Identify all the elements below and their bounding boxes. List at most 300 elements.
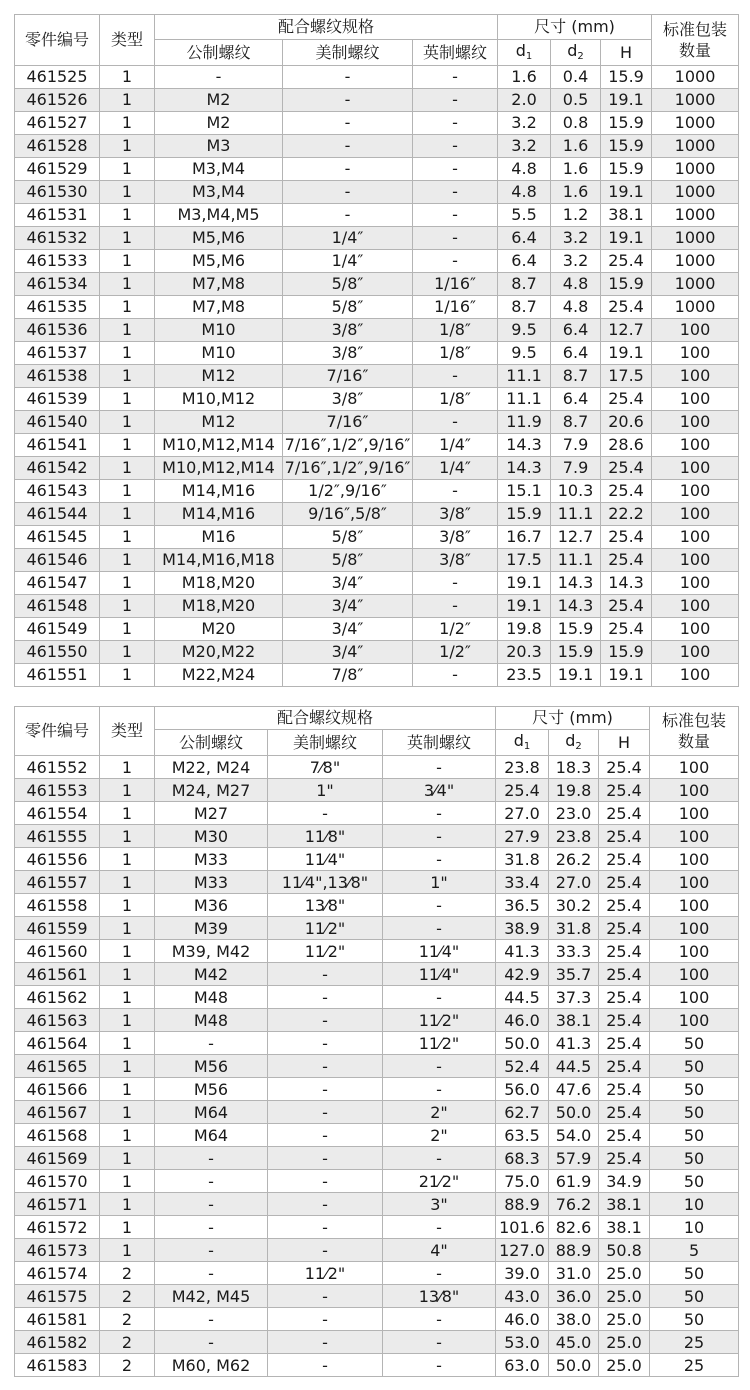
cell-part-no: 461544 bbox=[15, 503, 100, 526]
header-us-thread: 美制螺纹 bbox=[283, 40, 413, 66]
cell-d1: 41.3 bbox=[496, 940, 549, 963]
cell-pack-qty: 100 bbox=[652, 342, 739, 365]
cell-metric-thread: M3,M4,M5 bbox=[155, 204, 283, 227]
cell-type: 2 bbox=[100, 1308, 155, 1331]
cell-type: 1 bbox=[100, 480, 155, 503]
cell-part-no: 461547 bbox=[15, 572, 100, 595]
cell-imperial-thread: - bbox=[413, 664, 498, 687]
cell-metric-thread: - bbox=[155, 1193, 268, 1216]
cell-pack-qty: 1000 bbox=[652, 227, 739, 250]
table-row bbox=[15, 388, 739, 411]
cell-d1: 11.1 bbox=[498, 388, 551, 411]
cell-part-no: 461556 bbox=[15, 848, 100, 871]
cell-imperial-thread: - bbox=[413, 158, 498, 181]
cell-metric-thread: M16 bbox=[155, 526, 283, 549]
cell-type: 1 bbox=[100, 1193, 155, 1216]
cell-us-thread: - bbox=[283, 66, 413, 89]
cell-metric-thread: M10,M12 bbox=[155, 388, 283, 411]
cell-us-thread: 7/16″ bbox=[283, 411, 413, 434]
cell-part-no: 461559 bbox=[15, 917, 100, 940]
cell-d2: 35.7 bbox=[549, 963, 599, 986]
cell-part-no: 461527 bbox=[15, 112, 100, 135]
cell-imperial-thread: 1/2″ bbox=[413, 618, 498, 641]
cell-part-no: 461545 bbox=[15, 526, 100, 549]
cell-part-no: 461546 bbox=[15, 549, 100, 572]
cell-d1: 17.5 bbox=[498, 549, 551, 572]
cell-d1: 44.5 bbox=[496, 986, 549, 1009]
cell-metric-thread: M64 bbox=[155, 1124, 268, 1147]
cell-d1: 88.9 bbox=[496, 1193, 549, 1216]
cell-h: 19.1 bbox=[601, 227, 652, 250]
cell-us-thread: 13⁄8" bbox=[268, 894, 383, 917]
cell-pack-qty: 1000 bbox=[652, 66, 739, 89]
cell-h: 25.4 bbox=[599, 894, 650, 917]
cell-d1: 8.7 bbox=[498, 296, 551, 319]
cell-d2: 23.8 bbox=[549, 825, 599, 848]
cell-d2: 27.0 bbox=[549, 871, 599, 894]
cell-type: 1 bbox=[100, 986, 155, 1009]
cell-type: 1 bbox=[100, 894, 155, 917]
spec-table-2 bbox=[14, 706, 739, 1377]
table-row bbox=[15, 618, 739, 641]
cell-metric-thread: M3,M4 bbox=[155, 181, 283, 204]
cell-us-thread: 7/16″,1/2″,9/16″ bbox=[283, 434, 413, 457]
cell-h: 25.4 bbox=[599, 1009, 650, 1032]
cell-pack-qty: 100 bbox=[652, 664, 739, 687]
cell-pack-qty: 100 bbox=[652, 526, 739, 549]
cell-part-no: 461549 bbox=[15, 618, 100, 641]
cell-part-no: 461539 bbox=[15, 388, 100, 411]
cell-d2: 4.8 bbox=[551, 273, 601, 296]
header-d2 bbox=[549, 730, 599, 756]
cell-pack-qty: 100 bbox=[650, 963, 739, 986]
cell-us-thread: 5/8″ bbox=[283, 526, 413, 549]
table-row bbox=[15, 572, 739, 595]
cell-d1: 53.0 bbox=[496, 1331, 549, 1354]
cell-metric-thread: M18,M20 bbox=[155, 572, 283, 595]
cell-part-no: 461525 bbox=[15, 66, 100, 89]
cell-metric-thread: M22, M24 bbox=[155, 756, 268, 779]
cell-imperial-thread: - bbox=[383, 1331, 496, 1354]
cell-part-no: 461536 bbox=[15, 319, 100, 342]
cell-pack-qty: 100 bbox=[650, 848, 739, 871]
cell-h: 25.4 bbox=[599, 848, 650, 871]
table-row bbox=[15, 1354, 739, 1377]
cell-d1: 20.3 bbox=[498, 641, 551, 664]
cell-us-thread: 3/8″ bbox=[283, 388, 413, 411]
cell-metric-thread: M7,M8 bbox=[155, 296, 283, 319]
cell-h: 25.4 bbox=[599, 963, 650, 986]
cell-imperial-thread: 11⁄2" bbox=[383, 1032, 496, 1055]
cell-metric-thread: M7,M8 bbox=[155, 273, 283, 296]
cell-metric-thread: - bbox=[155, 1216, 268, 1239]
cell-us-thread: 1" bbox=[268, 779, 383, 802]
cell-part-no: 461550 bbox=[15, 641, 100, 664]
cell-pack-qty: 100 bbox=[650, 1009, 739, 1032]
cell-d2: 7.9 bbox=[551, 457, 601, 480]
cell-h: 25.4 bbox=[599, 1101, 650, 1124]
cell-h: 25.4 bbox=[601, 250, 652, 273]
cell-imperial-thread: - bbox=[413, 204, 498, 227]
table-row bbox=[15, 1193, 739, 1216]
cell-d2: 14.3 bbox=[551, 595, 601, 618]
cell-type: 1 bbox=[100, 273, 155, 296]
cell-us-thread: 7/8″ bbox=[283, 664, 413, 687]
table-row bbox=[15, 480, 739, 503]
cell-type: 1 bbox=[100, 595, 155, 618]
header-type: 类型 bbox=[100, 707, 155, 756]
table-row bbox=[15, 1216, 739, 1239]
table-row bbox=[15, 963, 739, 986]
cell-pack-qty: 100 bbox=[652, 365, 739, 388]
cell-us-thread: 5/8″ bbox=[283, 273, 413, 296]
table-row bbox=[15, 1262, 739, 1285]
cell-imperial-thread: - bbox=[413, 572, 498, 595]
table-row bbox=[15, 204, 739, 227]
cell-part-no: 461557 bbox=[15, 871, 100, 894]
cell-part-no: 461560 bbox=[15, 940, 100, 963]
cell-us-thread: 3/4″ bbox=[283, 572, 413, 595]
cell-d2: 88.9 bbox=[549, 1239, 599, 1262]
table-row bbox=[15, 894, 739, 917]
header-part-no: 零件编号 bbox=[15, 15, 100, 66]
table-row bbox=[15, 227, 739, 250]
cell-h: 25.0 bbox=[599, 1262, 650, 1285]
header-d2-sub: 2 bbox=[577, 51, 584, 62]
cell-pack-qty: 100 bbox=[652, 618, 739, 641]
cell-d1: 36.5 bbox=[496, 894, 549, 917]
cell-part-no: 461530 bbox=[15, 181, 100, 204]
cell-h: 19.1 bbox=[601, 181, 652, 204]
cell-h: 25.4 bbox=[599, 917, 650, 940]
cell-d2: 37.3 bbox=[549, 986, 599, 1009]
cell-h: 25.4 bbox=[599, 940, 650, 963]
cell-h: 12.7 bbox=[601, 319, 652, 342]
cell-d2: 6.4 bbox=[551, 388, 601, 411]
cell-us-thread: - bbox=[268, 1308, 383, 1331]
cell-d2: 6.4 bbox=[551, 342, 601, 365]
cell-metric-thread: M12 bbox=[155, 411, 283, 434]
cell-d2: 45.0 bbox=[549, 1331, 599, 1354]
cell-d1: 4.8 bbox=[498, 158, 551, 181]
cell-imperial-thread: - bbox=[383, 825, 496, 848]
cell-d1: 127.0 bbox=[496, 1239, 549, 1262]
cell-type: 1 bbox=[100, 940, 155, 963]
cell-pack-qty: 50 bbox=[650, 1308, 739, 1331]
cell-type: 2 bbox=[100, 1354, 155, 1377]
cell-pack-qty: 1000 bbox=[652, 158, 739, 181]
cell-metric-thread: M42 bbox=[155, 963, 268, 986]
cell-metric-thread: - bbox=[155, 1032, 268, 1055]
cell-h: 20.6 bbox=[601, 411, 652, 434]
header-d1-main: d bbox=[515, 41, 526, 60]
table-row bbox=[15, 503, 739, 526]
cell-pack-qty: 10 bbox=[650, 1193, 739, 1216]
cell-imperial-thread: - bbox=[383, 1308, 496, 1331]
cell-type: 1 bbox=[100, 158, 155, 181]
cell-d1: 11.1 bbox=[498, 365, 551, 388]
cell-imperial-thread: 2" bbox=[383, 1124, 496, 1147]
cell-us-thread: 7/16″,1/2″,9/16″ bbox=[283, 457, 413, 480]
header-d1 bbox=[496, 730, 549, 756]
cell-d1: 6.4 bbox=[498, 227, 551, 250]
cell-type: 1 bbox=[100, 1216, 155, 1239]
table-row bbox=[15, 825, 739, 848]
cell-d1: 39.0 bbox=[496, 1262, 549, 1285]
table-row bbox=[15, 1078, 739, 1101]
cell-part-no: 461533 bbox=[15, 250, 100, 273]
cell-metric-thread: M2 bbox=[155, 89, 283, 112]
cell-us-thread: - bbox=[268, 1331, 383, 1354]
cell-metric-thread: M22,M24 bbox=[155, 664, 283, 687]
cell-h: 15.9 bbox=[601, 66, 652, 89]
cell-pack-qty: 5 bbox=[650, 1239, 739, 1262]
cell-type: 1 bbox=[100, 1055, 155, 1078]
cell-us-thread: - bbox=[268, 1285, 383, 1308]
cell-pack-qty: 25 bbox=[650, 1354, 739, 1377]
cell-us-thread: 3/4″ bbox=[283, 618, 413, 641]
cell-pack-qty: 25 bbox=[650, 1331, 739, 1354]
cell-pack-qty: 100 bbox=[650, 802, 739, 825]
header-type: 类型 bbox=[100, 15, 155, 66]
cell-d1: 15.9 bbox=[498, 503, 551, 526]
cell-imperial-thread: - bbox=[383, 1216, 496, 1239]
cell-d2: 76.2 bbox=[549, 1193, 599, 1216]
cell-imperial-thread: - bbox=[383, 1055, 496, 1078]
cell-us-thread: 7⁄8" bbox=[268, 756, 383, 779]
table-row bbox=[15, 1055, 739, 1078]
header-d2-main: d bbox=[565, 731, 576, 750]
cell-us-thread: - bbox=[268, 1193, 383, 1216]
spec-table-1 bbox=[14, 14, 739, 687]
cell-metric-thread: M48 bbox=[155, 986, 268, 1009]
cell-h: 15.9 bbox=[601, 273, 652, 296]
cell-d2: 0.4 bbox=[551, 66, 601, 89]
cell-us-thread: - bbox=[283, 112, 413, 135]
cell-type: 2 bbox=[100, 1262, 155, 1285]
cell-pack-qty: 50 bbox=[650, 1262, 739, 1285]
cell-d1: 9.5 bbox=[498, 342, 551, 365]
cell-d2: 11.1 bbox=[551, 549, 601, 572]
cell-type: 1 bbox=[100, 641, 155, 664]
cell-metric-thread: M36 bbox=[155, 894, 268, 917]
cell-d1: 19.8 bbox=[498, 618, 551, 641]
cell-type: 1 bbox=[100, 388, 155, 411]
cell-type: 1 bbox=[100, 365, 155, 388]
cell-type: 1 bbox=[100, 457, 155, 480]
cell-type: 1 bbox=[100, 1124, 155, 1147]
cell-type: 1 bbox=[100, 1170, 155, 1193]
cell-pack-qty: 100 bbox=[650, 940, 739, 963]
cell-us-thread: 3/8″ bbox=[283, 319, 413, 342]
cell-pack-qty: 1000 bbox=[652, 112, 739, 135]
cell-h: 25.4 bbox=[599, 825, 650, 848]
cell-imperial-thread: 1/8″ bbox=[413, 342, 498, 365]
cell-pack-qty: 50 bbox=[650, 1101, 739, 1124]
cell-imperial-thread: - bbox=[413, 595, 498, 618]
cell-imperial-thread: - bbox=[413, 480, 498, 503]
cell-d2: 19.8 bbox=[549, 779, 599, 802]
cell-part-no: 461537 bbox=[15, 342, 100, 365]
table-row bbox=[15, 411, 739, 434]
cell-us-thread: 1/2″,9/16″ bbox=[283, 480, 413, 503]
cell-h: 38.1 bbox=[599, 1193, 650, 1216]
cell-d1: 11.9 bbox=[498, 411, 551, 434]
cell-h: 25.4 bbox=[599, 802, 650, 825]
cell-h: 38.1 bbox=[599, 1216, 650, 1239]
cell-part-no: 461582 bbox=[15, 1331, 100, 1354]
cell-imperial-thread: 1/16″ bbox=[413, 296, 498, 319]
cell-us-thread: 7/16″ bbox=[283, 365, 413, 388]
cell-h: 34.9 bbox=[599, 1170, 650, 1193]
cell-pack-qty: 100 bbox=[652, 457, 739, 480]
cell-h: 25.0 bbox=[599, 1331, 650, 1354]
cell-type: 1 bbox=[100, 342, 155, 365]
cell-pack-qty: 50 bbox=[650, 1147, 739, 1170]
header-d2-main: d bbox=[567, 41, 578, 60]
cell-d1: 16.7 bbox=[498, 526, 551, 549]
table-row bbox=[15, 1124, 739, 1147]
cell-us-thread: - bbox=[268, 1216, 383, 1239]
header-d1-main: d bbox=[513, 731, 524, 750]
table-row bbox=[15, 296, 739, 319]
cell-h: 19.1 bbox=[601, 664, 652, 687]
cell-h: 25.0 bbox=[599, 1354, 650, 1377]
cell-imperial-thread: - bbox=[383, 894, 496, 917]
cell-metric-thread: M10,M12,M14 bbox=[155, 434, 283, 457]
cell-h: 25.4 bbox=[601, 457, 652, 480]
cell-part-no: 461574 bbox=[15, 1262, 100, 1285]
header-pack-qty bbox=[652, 15, 739, 66]
cell-part-no: 461542 bbox=[15, 457, 100, 480]
cell-imperial-thread: 1" bbox=[383, 871, 496, 894]
table-row bbox=[15, 319, 739, 342]
cell-h: 25.4 bbox=[599, 1147, 650, 1170]
table-row bbox=[15, 756, 739, 779]
cell-part-no: 461562 bbox=[15, 986, 100, 1009]
cell-imperial-thread: 3/8″ bbox=[413, 549, 498, 572]
cell-imperial-thread: 3/8″ bbox=[413, 526, 498, 549]
cell-part-no: 461529 bbox=[15, 158, 100, 181]
cell-pack-qty: 100 bbox=[650, 779, 739, 802]
cell-pack-qty: 100 bbox=[652, 411, 739, 434]
cell-type: 1 bbox=[100, 549, 155, 572]
cell-h: 50.8 bbox=[599, 1239, 650, 1262]
cell-type: 1 bbox=[100, 503, 155, 526]
cell-us-thread: 11⁄4",13⁄8" bbox=[268, 871, 383, 894]
header-d1 bbox=[498, 40, 551, 66]
cell-metric-thread: M10,M12,M14 bbox=[155, 457, 283, 480]
cell-pack-qty: 1000 bbox=[652, 135, 739, 158]
header-thread-spec: 配合螺纹规格 bbox=[155, 707, 496, 730]
header-imperial-thread: 英制螺纹 bbox=[413, 40, 498, 66]
cell-metric-thread: - bbox=[155, 1308, 268, 1331]
header-h: H bbox=[599, 730, 650, 756]
header-metric-thread: 公制螺纹 bbox=[155, 730, 268, 756]
table-row bbox=[15, 1308, 739, 1331]
cell-h: 25.4 bbox=[601, 296, 652, 319]
table-row bbox=[15, 181, 739, 204]
cell-us-thread: 11⁄2" bbox=[268, 917, 383, 940]
cell-pack-qty: 1000 bbox=[652, 204, 739, 227]
cell-d2: 50.0 bbox=[549, 1354, 599, 1377]
cell-part-no: 461564 bbox=[15, 1032, 100, 1055]
cell-us-thread: 1/4″ bbox=[283, 250, 413, 273]
cell-us-thread: 5/8″ bbox=[283, 549, 413, 572]
cell-part-no: 461553 bbox=[15, 779, 100, 802]
cell-imperial-thread: - bbox=[413, 411, 498, 434]
cell-us-thread: - bbox=[268, 986, 383, 1009]
cell-part-no: 461572 bbox=[15, 1216, 100, 1239]
cell-type: 1 bbox=[100, 917, 155, 940]
cell-h: 25.4 bbox=[599, 756, 650, 779]
cell-type: 1 bbox=[100, 848, 155, 871]
cell-imperial-thread: 3⁄4" bbox=[383, 779, 496, 802]
cell-us-thread: 1/4″ bbox=[283, 227, 413, 250]
cell-type: 1 bbox=[100, 250, 155, 273]
cell-pack-qty: 1000 bbox=[652, 250, 739, 273]
header-dimensions: 尺寸 (mm) bbox=[496, 707, 650, 730]
cell-d1: 63.0 bbox=[496, 1354, 549, 1377]
cell-d1: 9.5 bbox=[498, 319, 551, 342]
cell-imperial-thread: - bbox=[383, 986, 496, 1009]
cell-part-no: 461528 bbox=[15, 135, 100, 158]
cell-part-no: 461558 bbox=[15, 894, 100, 917]
table-row bbox=[15, 89, 739, 112]
table-row bbox=[15, 1009, 739, 1032]
cell-d2: 7.9 bbox=[551, 434, 601, 457]
cell-h: 17.5 bbox=[601, 365, 652, 388]
header-us-thread: 美制螺纹 bbox=[268, 730, 383, 756]
cell-d2: 47.6 bbox=[549, 1078, 599, 1101]
cell-d2: 3.2 bbox=[551, 227, 601, 250]
cell-part-no: 461566 bbox=[15, 1078, 100, 1101]
table-row bbox=[15, 940, 739, 963]
header-d1-sub: 1 bbox=[525, 51, 533, 62]
cell-h: 25.4 bbox=[601, 618, 652, 641]
cell-pack-qty: 100 bbox=[652, 549, 739, 572]
cell-metric-thread: M5,M6 bbox=[155, 250, 283, 273]
cell-d1: 27.0 bbox=[496, 802, 549, 825]
cell-d1: 14.3 bbox=[498, 434, 551, 457]
cell-pack-qty: 50 bbox=[650, 1078, 739, 1101]
cell-pack-qty: 100 bbox=[652, 434, 739, 457]
table-row bbox=[15, 434, 739, 457]
cell-imperial-thread: - bbox=[383, 1354, 496, 1377]
cell-d1: 38.9 bbox=[496, 917, 549, 940]
cell-h: 25.4 bbox=[601, 480, 652, 503]
cell-metric-thread: M30 bbox=[155, 825, 268, 848]
cell-imperial-thread: 13⁄8" bbox=[383, 1285, 496, 1308]
cell-d2: 30.2 bbox=[549, 894, 599, 917]
cell-d2: 15.9 bbox=[551, 618, 601, 641]
cell-d2: 1.6 bbox=[551, 135, 601, 158]
cell-part-no: 461567 bbox=[15, 1101, 100, 1124]
cell-imperial-thread: - bbox=[383, 802, 496, 825]
cell-imperial-thread: - bbox=[413, 365, 498, 388]
cell-d2: 18.3 bbox=[549, 756, 599, 779]
cell-d1: 14.3 bbox=[498, 457, 551, 480]
table-row bbox=[15, 365, 739, 388]
cell-us-thread: 3/4″ bbox=[283, 595, 413, 618]
cell-d2: 31.0 bbox=[549, 1262, 599, 1285]
cell-metric-thread: M39 bbox=[155, 917, 268, 940]
cell-metric-thread: M10 bbox=[155, 342, 283, 365]
cell-metric-thread: M27 bbox=[155, 802, 268, 825]
cell-type: 1 bbox=[100, 572, 155, 595]
cell-d2: 33.3 bbox=[549, 940, 599, 963]
header-dimensions: 尺寸 (mm) bbox=[498, 15, 652, 40]
